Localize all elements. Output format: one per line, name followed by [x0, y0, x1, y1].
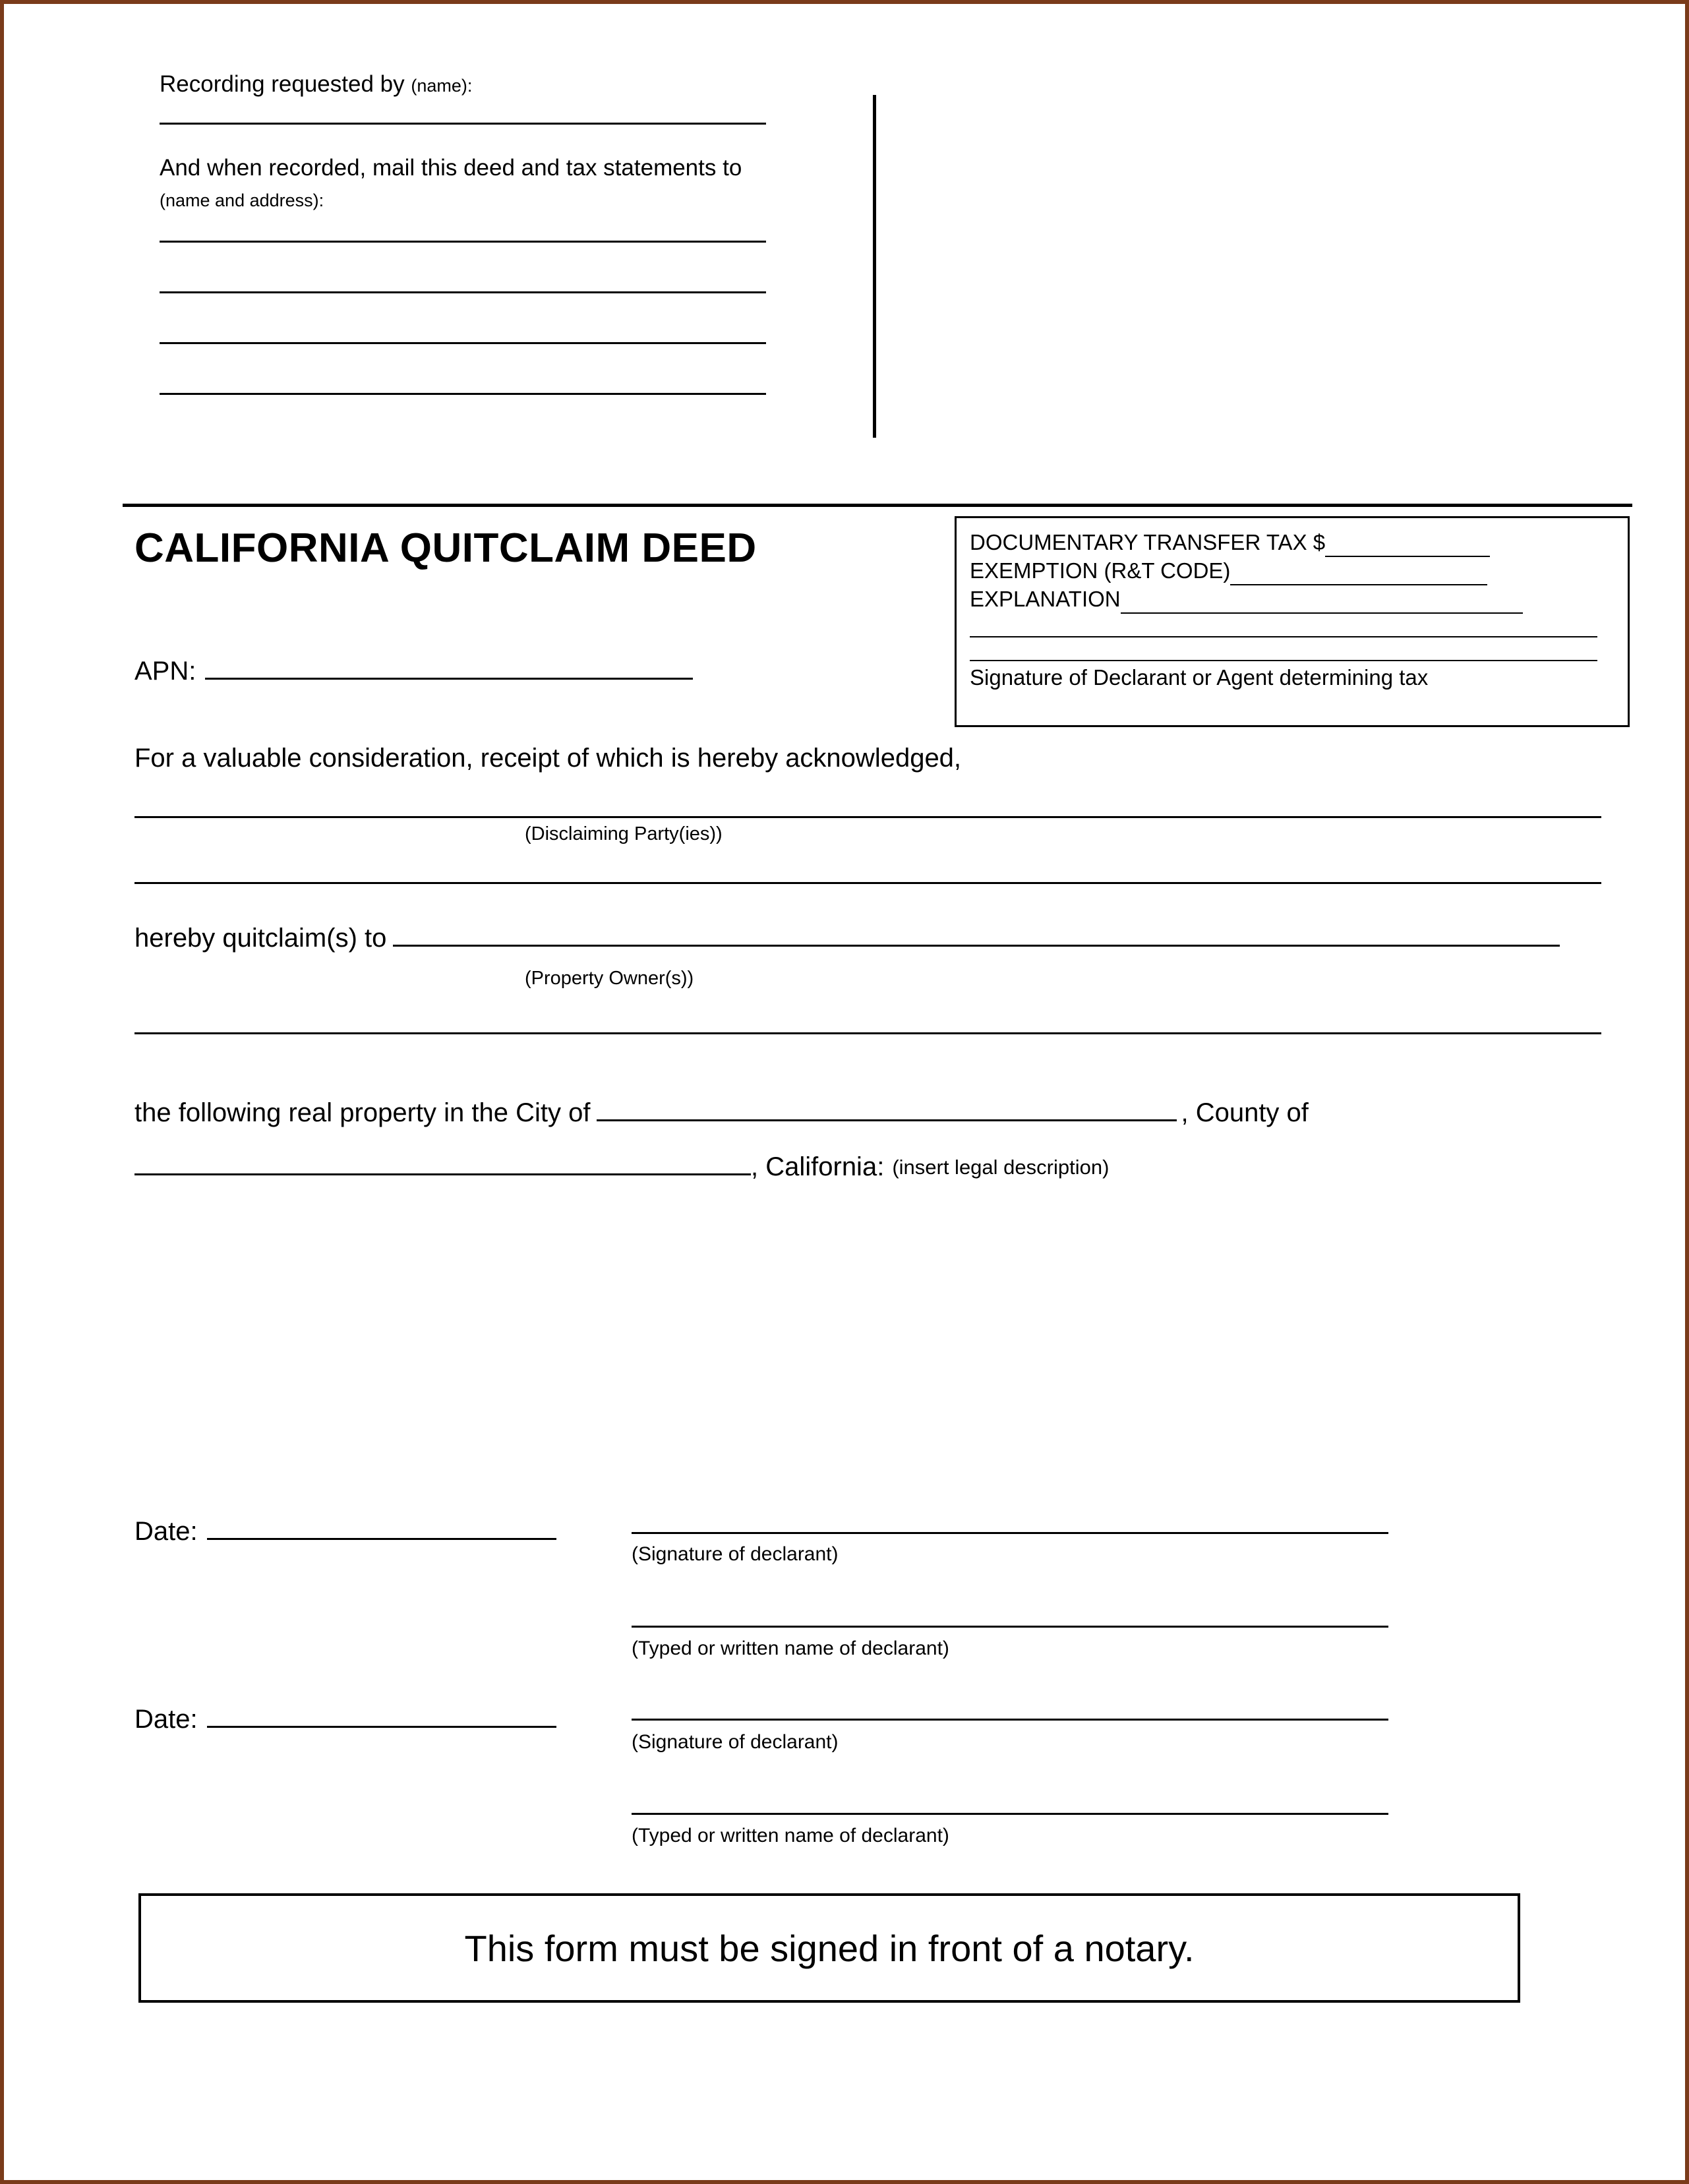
mail-to-line-2[interactable] — [160, 291, 766, 293]
typed-name-caption-2: (Typed or written name of declarant) — [632, 1825, 949, 1846]
explanation-field-line-2[interactable] — [970, 614, 1597, 637]
notary-notice-box — [138, 1893, 1520, 2003]
explanation-field[interactable] — [1121, 593, 1523, 614]
mail-to-label — [160, 152, 779, 215]
document-sheet — [4, 4, 1685, 2180]
exemption-line — [970, 557, 1616, 585]
quitclaim-row — [134, 924, 1560, 953]
city-field[interactable] — [597, 1119, 1177, 1121]
disclaiming-party-caption: (Disclaiming Party(ies)) — [525, 823, 723, 844]
declarant-signature-line[interactable] — [970, 637, 1597, 661]
property-city-label: the following real property in the City of — [134, 1098, 591, 1127]
recording-requested-note: (name): — [411, 76, 473, 96]
mail-to-line-4[interactable] — [160, 393, 766, 395]
mail-to-line-3[interactable] — [160, 342, 766, 344]
transfer-tax-label: DOCUMENTARY TRANSFER TAX $ — [970, 530, 1326, 554]
apn-label: APN: — [134, 657, 196, 686]
date-label-2: Date: — [134, 1705, 198, 1734]
recording-requested-text: Recording requested by — [160, 71, 405, 97]
signature-line-2[interactable] — [632, 1719, 1388, 1721]
recording-requested-label — [160, 70, 779, 99]
date-field-1[interactable] — [207, 1538, 556, 1540]
transfer-tax-field[interactable] — [1325, 536, 1490, 557]
disclaiming-party-line-2[interactable] — [134, 882, 1601, 884]
disclaiming-party-line-1[interactable] — [134, 816, 1601, 818]
mail-to-text: And when recorded, mail this deed and tax statements to — [160, 154, 742, 181]
transfer-tax-box — [955, 516, 1630, 727]
county-field[interactable] — [134, 1173, 751, 1175]
signature-line-1[interactable] — [632, 1532, 1388, 1534]
transfer-tax-line — [970, 529, 1616, 557]
signature-caption-1: (Signature of declarant) — [632, 1543, 839, 1565]
consideration-text: For a valuable consideration, receipt of which is hereby acknowledged, — [134, 744, 962, 773]
declarant-caption: Signature of Declarant or Agent determining tax — [970, 664, 1429, 690]
exemption-label: EXEMPTION (R&T CODE) — [970, 558, 1231, 583]
quitclaim-label: hereby quitclaim(s) to — [134, 924, 387, 953]
explanation-line — [970, 585, 1616, 614]
date-label-1: Date: — [134, 1517, 198, 1546]
page-title: CALIFORNIA QUITCLAIM DEED — [134, 525, 757, 571]
typed-name-line-1[interactable] — [632, 1626, 1388, 1628]
vertical-divider — [873, 95, 876, 438]
property-county-row — [134, 1152, 1109, 1182]
date-row-2 — [134, 1705, 556, 1734]
county-label: , County of — [1181, 1098, 1309, 1127]
apn-field[interactable] — [205, 678, 693, 680]
mail-to-note: (name and address): — [160, 191, 324, 210]
notary-notice-text: This form must be signed in front of a notary. — [464, 1927, 1195, 1969]
typed-name-caption-1: (Typed or written name of declarant) — [632, 1638, 949, 1659]
property-owner-line-2[interactable] — [134, 1032, 1601, 1034]
recording-requested-block — [160, 70, 779, 395]
recording-name-line[interactable] — [160, 123, 766, 125]
mail-to-line-1[interactable] — [160, 241, 766, 243]
property-owner-field[interactable] — [393, 945, 1560, 947]
apn-row — [134, 657, 693, 686]
property-owner-caption: (Property Owner(s)) — [525, 968, 694, 989]
property-city-row — [134, 1098, 1309, 1128]
signature-caption-2: (Signature of declarant) — [632, 1731, 839, 1753]
explanation-label: EXPLANATION — [970, 586, 1121, 611]
typed-name-line-2[interactable] — [632, 1813, 1388, 1815]
horizontal-divider — [123, 504, 1632, 507]
date-row-1 — [134, 1517, 556, 1547]
exemption-field[interactable] — [1230, 564, 1487, 585]
date-field-2[interactable] — [207, 1726, 556, 1728]
california-label: , California: — [751, 1152, 885, 1181]
legal-description-note: (insert legal description) — [892, 1156, 1110, 1179]
